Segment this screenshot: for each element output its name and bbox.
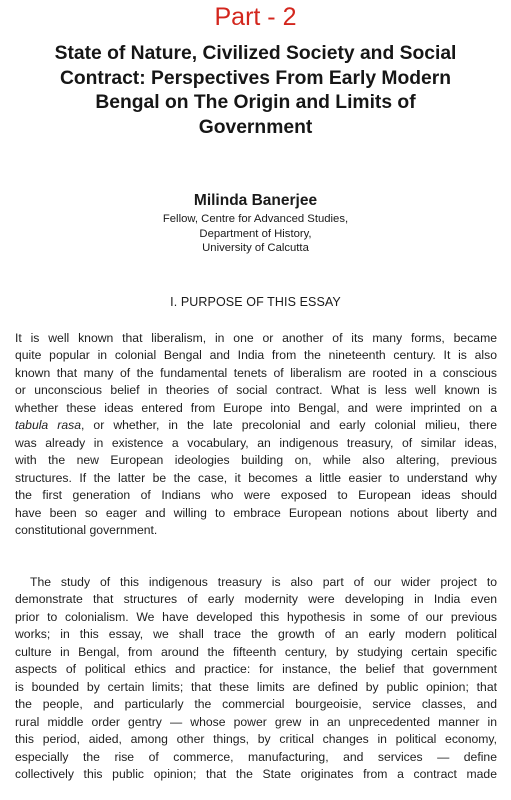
title-line: Bengal on The Origin and Limits of: [95, 92, 416, 113]
text-line: quite popular in colonial Bengal and India from the nineteenth century. It is also: [15, 348, 497, 363]
text-fragment: , or whether, in the late precolonial and early colonial milieu, there: [80, 418, 497, 433]
author-affiliation: [0, 212, 511, 256]
text-line: the first generation of Indians who were exposed to European ideas should: [15, 488, 497, 503]
text-line: this period, aided, among other things, by critical changes in political economy,: [15, 732, 497, 747]
text-line: have been so eager and willing to embrace European notions about liberty and: [15, 505, 497, 520]
paragraph-1: [15, 330, 497, 539]
section-heading: I. PURPOSE OF THIS ESSAY: [170, 295, 341, 309]
essay-title: [18, 42, 493, 140]
text-line: culture in Bengal, from around the fifteenth century, by studying certain specific: [15, 644, 497, 659]
text-line: The study of this indigenous treasury is also part of our wider project to: [30, 575, 497, 589]
paragraph-2: [15, 574, 497, 783]
text-line: whether these ideas entered from Europe into Bengal, and were imprinted on a: [15, 400, 497, 415]
text-line: It is well known that liberalism, in one or another of its many forms, became: [15, 331, 497, 345]
text-line: the people, and particularly the commercial bourgeoisie, service classes, and: [15, 697, 497, 712]
text-line: was already in existence a vocabulary, an indigenous treasury, of similar ideas,: [15, 435, 497, 450]
text-line: works; in this essay, we shall trace the growth of an early modern political: [15, 627, 497, 642]
text-line: collectively this public opinion; that the State originates from a contract made: [15, 766, 497, 781]
text-line: especially the rise of commerce, manufacturing, and services — define: [15, 749, 497, 764]
title-line: Contract: Perspectives From Early Modern: [59, 67, 452, 89]
text-line: is bounded by certain limits; that these limits are defined by public opinion; that: [15, 679, 497, 694]
text-line: aspects of political ethics and practice: for instance, the belief that government: [15, 662, 497, 677]
text-line: with the new European ideologies building on, while also altering, previous: [15, 453, 497, 468]
text-line: or unconscious belief in theories of social contract. What is less well known is: [15, 383, 497, 398]
affiliation-line: Fellow, Centre for Advanced Studies,: [162, 213, 349, 225]
affiliation-line: Department of History,: [199, 227, 312, 240]
text-line: rural middle order gentry — whose power grew in an unprecedented manner in: [15, 714, 497, 729]
title-line: Government: [198, 116, 313, 138]
text-line: demonstrate that structures of early modernity were developing in India even: [15, 592, 497, 607]
affiliation-line: University of Calcutta: [202, 242, 309, 254]
title-line: State of Nature, Civilized Society and Social: [54, 43, 457, 64]
part-label: Part - 2: [214, 3, 297, 31]
author-name: Milinda Banerjee: [193, 192, 318, 209]
italic-term: tabula rasa: [15, 418, 81, 433]
text-line: known that many of the fundamental tenets of liberalism are rooted in a conscious: [15, 365, 497, 380]
text-line: constitutional government.: [15, 522, 158, 537]
text-line: [15, 417, 497, 434]
text-line: structures. If the latter be the case, it becomes a little easier to understand why: [15, 470, 497, 485]
text-line: prior to colonialism. We have developed this hypothesis in some of our previous: [15, 609, 497, 624]
